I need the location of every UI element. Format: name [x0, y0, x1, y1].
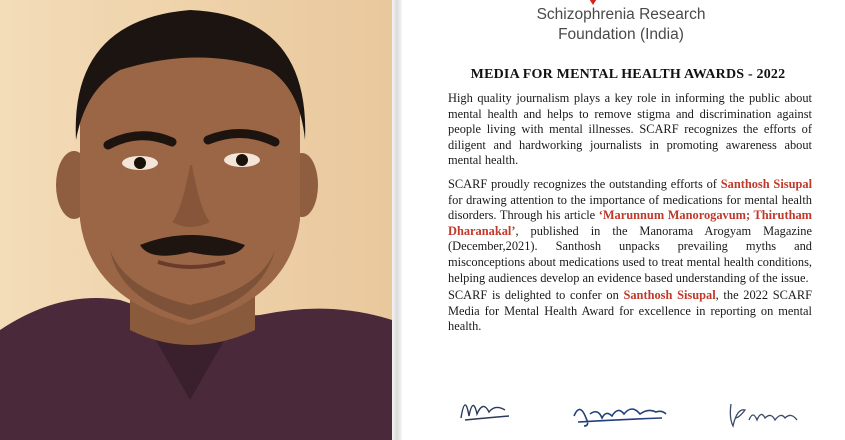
award-text-b: , the 2022 SCARF Media for Mental Health Award for excellence in reporting on mental health.	[448, 288, 812, 334]
recipient-photo	[0, 0, 392, 440]
intro-paragraph: High quality journalism plays a key role in informing the public about mental health and helps to remove stigma and discrimination against people living with mental illnesses. SCARF recognizes the efforts of diligent and hardworking journalists in promoting awareness about mental health.	[448, 91, 812, 168]
signature-1	[455, 388, 515, 428]
recipient-portrait-illustration	[0, 0, 392, 440]
signature-3	[725, 398, 805, 432]
org-name-line2: Foundation (India)	[558, 26, 684, 43]
signature-2	[570, 398, 670, 430]
recipient-name: Santhosh Sisupal	[720, 177, 813, 191]
recipient-name-2: Santhosh Sisupal	[623, 288, 716, 302]
award-text-a: SCARF is delighted to confer on	[448, 288, 624, 302]
panel-divider	[392, 0, 402, 440]
recognition-text-c: , published in the Manorama Arogyam Magazine (December,2021). Santhosh unpacks prevailing myths and misconceptions about medications used to treat mental health conditions, helping audiences develop an evidence based understanding of the issue.	[448, 223, 812, 285]
organization-name	[526, 5, 716, 45]
certificate-title: MEDIA FOR MENTAL HEALTH AWARDS - 2022	[470, 67, 786, 82]
award-paragraph	[448, 288, 812, 335]
recognition-text-b: for drawing attention to the importance of medications for mental health disorders. Through his article	[448, 192, 812, 223]
org-name-line1: Schizophrenia Research	[536, 6, 706, 23]
recognition-paragraph	[448, 177, 812, 286]
recognition-text-a: SCARF proudly recognizes the outstanding efforts of	[448, 177, 721, 191]
article-title: ‘Marunnum Manorogavum; Thirutham Dharanakal’	[448, 208, 812, 238]
